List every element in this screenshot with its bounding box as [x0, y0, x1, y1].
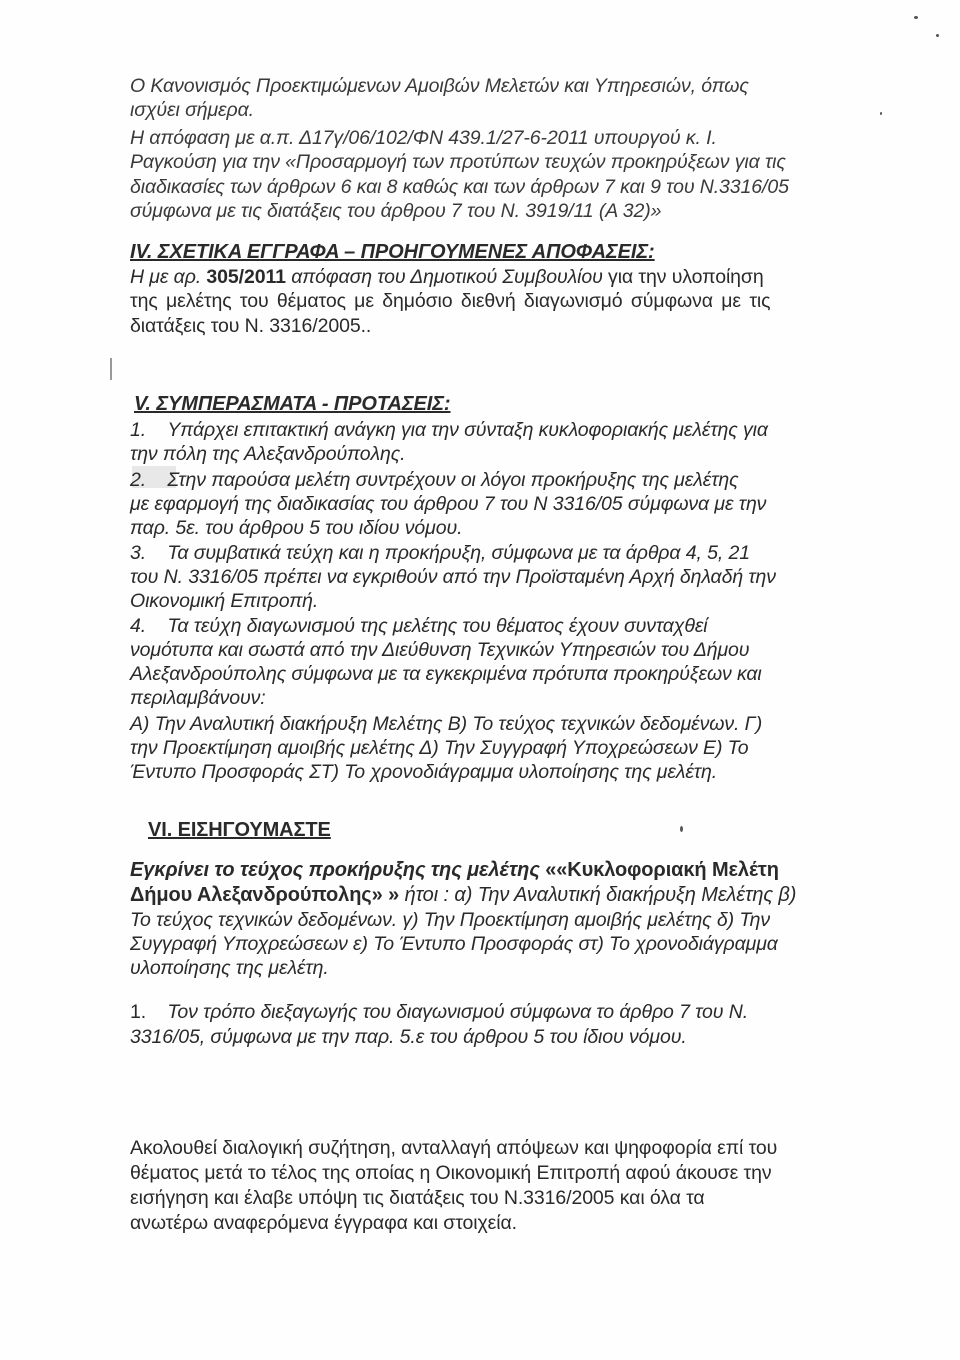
text-line: σύμφωνα με τις διατάξεις του άρθρου 7 του Ν. 3919/11 (Α 32)» [130, 200, 662, 222]
text-line: Συγγραφή Υποχρεώσεων ε) Το Έντυπο Προσφοράς στ) Το χρονοδιάγραμμα [130, 933, 778, 955]
section-vi-heading: VI. ΕΙΣΗΓΟΥΜΑΣΤΕ [148, 819, 331, 841]
section-iv-heading: IV. ΣΧΕΤΙΚΑ ΕΓΓΡΑΦΑ – ΠΡΟΗΓΟΥΜΕΝΕΣ ΑΠΟΦΑΣΕΙΣ: [130, 241, 655, 263]
list-item: 1. Τον τρόπο διεξαγωγής του διαγωνισμού σύμφωνα το άρθρο 7 του Ν. [130, 1001, 749, 1023]
text-line: εισήγηση και έλαβε υπόψη τις διατάξεις του Ν.3316/2005 και όλα τα [130, 1187, 705, 1209]
text-line: Η με αρ. 305/2011 απόφαση του Δημοτικού Συμβουλίου για την υλοποίηση [130, 266, 764, 288]
text-line: ανωτέρω αναφερόμενα έγγραφα και στοιχεία. [130, 1212, 517, 1234]
text-line: ισχύει σήμερα. [130, 99, 254, 121]
text-line: παρ. 5ε. του άρθρου 5 του ιδίου νόμου. [130, 517, 463, 539]
text-line: Η απόφαση με α.π. Δ17γ/06/102/ΦΝ 439.1/27-6-2011 υπουργού κ. Ι. [130, 127, 717, 149]
list-item: 1. Υπάρχει επιτακτική ανάγκη για την σύνταξη κυκλοφοριακής μελέτης για [130, 419, 768, 441]
list-item: 2. Στην παρούσα μελέτη συντρέχουν οι λόγοι προκήρυξης της μελέτης [130, 469, 739, 491]
list-item: 3. Τα συμβατικά τεύχη και η προκήρυξη, σύμφωνα με τα άρθρα 4, 5, 21 [130, 542, 750, 564]
text-line: την Προεκτίμηση αμοιβής μελέτης Δ) Την Συγγραφή Υποχρεώσεων Ε) Το [130, 737, 749, 759]
text-line: Εγκρίνει το τεύχος προκήρυξης της μελέτης ««Κυκλοφοριακή Μελέτη [130, 859, 779, 881]
section-v-heading: V. ΣΥΜΠΕΡΑΣΜΑΤΑ - ΠΡΟΤΑΣΕΙΣ: [134, 393, 451, 415]
text-line: Ραγκούση για την «Προσαρμογή των προτύπων τευχών προκηρύξεων για τις [130, 151, 786, 173]
text-line: υλοποίησης της μελέτη. [130, 957, 329, 979]
text-line: Έντυπο Προσφοράς ΣΤ) Το χρονοδιάγραμμα υλοποίησης της μελέτη. [130, 761, 718, 783]
text-line: Οικονομική Επιτροπή. [130, 590, 319, 612]
list-item: 4. Τα τεύχη διαγωνισμού της μελέτης του θέματος έχουν συνταχθεί [130, 615, 708, 637]
text-line: την πόλη της Αλεξανδρούπολης. [130, 443, 406, 465]
text-line: με εφαρμογή της διαδικασίας του άρθρου 7 του Ν 3316/05 σύμφωνα με την [130, 493, 767, 515]
text-line: διατάξεις του Ν. 3316/2005.. [130, 315, 372, 337]
text-line: Το τεύχος τεχνικών δεδομένων. γ) Την Προεκτίμηση αμοιβής μελέτης δ) Την [130, 909, 771, 931]
text-line: περιλαμβάνουν: [130, 687, 266, 709]
text-line: της μελέτης του θέματος με δημόσιο διεθνή διαγωνισμό σύμφωνα με τις [130, 290, 771, 312]
text-line: 3316/05, σύμφωνα με την παρ. 5.ε του άρθρου 5 του ίδιου νόμου. [130, 1026, 687, 1048]
text-line: του Ν. 3316/05 πρέπει να εγκριθούν από την Προϊσταμένη Αρχή δηλαδή την [130, 566, 776, 588]
text-line: διαδικασίες των άρθρων 6 και 8 καθώς και των άρθρων 7 και 9 του Ν.3316/05 [130, 176, 789, 198]
text-line: Δήμου Αλεξανδρούπολης» » ήτοι : α) Την Αναλυτική διακήρυξη Μελέτης β) [130, 884, 797, 906]
text-line: νομότυπα και σωστά από την Διεύθυνση Τεχνικών Υπηρεσιών του Δήμου [130, 639, 750, 661]
text-line: Αλεξανδρούπολης σύμφωνα με τα εγκεκριμένα πρότυπα προκηρύξεων και [130, 663, 762, 685]
text-line: Ο Κανονισμός Προεκτιμώμενων Αμοιβών Μελετών και Υπηρεσιών, όπως [130, 75, 749, 97]
text-line: Ακολουθεί διαλογική συζήτηση, ανταλλαγή απόψεων και ψηφοφορία επί του [130, 1137, 778, 1159]
text-line: θέματος μετά το τέλος της οποίας η Οικονομική Επιτροπή αφού άκουσε την [130, 1162, 772, 1184]
text-line: Α) Την Αναλυτική διακήρυξη Μελέτης Β) Το τεύχος τεχνικών δεδομένων. Γ) [130, 713, 763, 735]
